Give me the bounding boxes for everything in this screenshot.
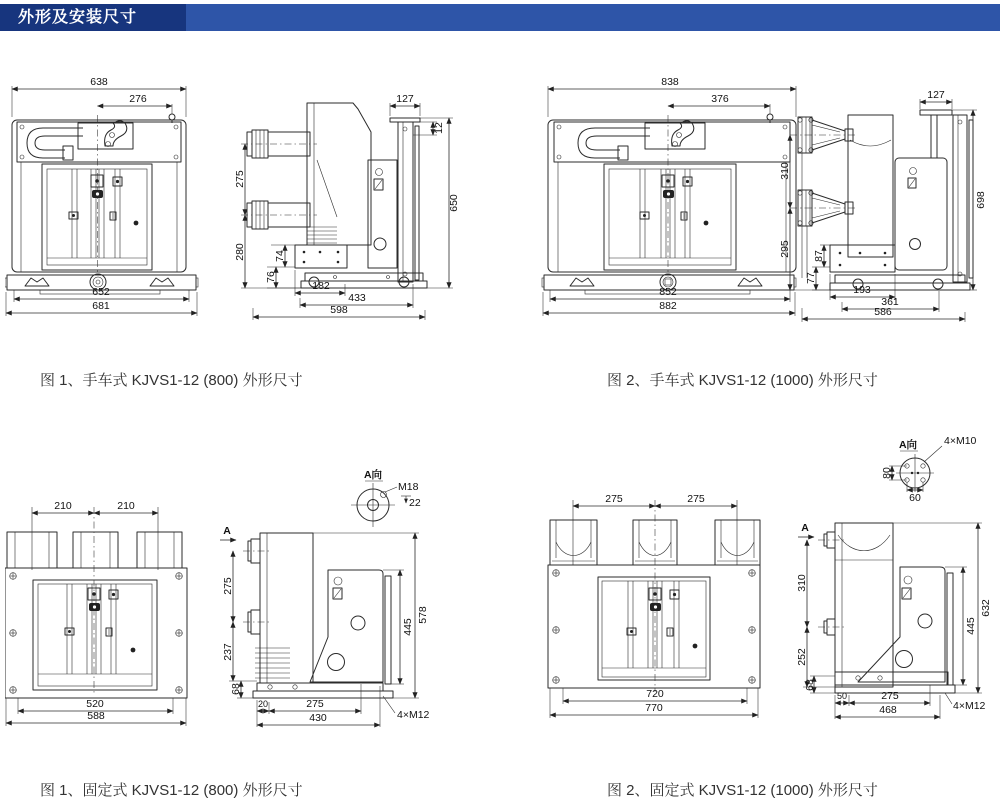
dim-12: 12 <box>433 122 445 134</box>
fig4-front-dims <box>550 688 758 718</box>
dim-310: 310 <box>796 574 808 592</box>
dim-237: 237 <box>222 643 234 661</box>
figure3-drawing <box>5 430 460 742</box>
dim-598: 598 <box>330 304 348 316</box>
view-a-label: A向 <box>898 439 918 451</box>
dim-578: 578 <box>417 606 429 624</box>
section-header-bar <box>0 4 1000 31</box>
fig1-side-view <box>241 103 427 288</box>
dim-852: 852 <box>659 286 677 298</box>
dim-68: 68 <box>230 683 242 695</box>
dim-430: 430 <box>309 712 327 724</box>
dim-210b: 210 <box>117 500 135 512</box>
figure1-drawing <box>5 62 465 362</box>
dim-275a: 275 <box>605 493 623 505</box>
dim-445: 445 <box>402 618 414 636</box>
section-title: 外形及安装尺寸 <box>0 4 186 31</box>
dim-681: 681 <box>92 300 110 312</box>
fig4-view-a-detail <box>881 435 977 504</box>
fig4-side-view <box>798 522 955 693</box>
fig3-view-a-detail <box>351 468 421 527</box>
figure4-caption: 图 2、固定式 KJVS1-12 (1000) 外形尺寸 <box>607 782 878 799</box>
figure2-caption: 图 2、手车式 KJVS1-12 (1000) 外形尺寸 <box>607 372 878 389</box>
dim-182: 182 <box>312 280 330 292</box>
dim-280: 280 <box>234 243 246 261</box>
dim-76: 76 <box>265 271 277 283</box>
dim-770: 770 <box>645 702 663 714</box>
dim-127: 127 <box>927 89 945 101</box>
dim-275b: 275 <box>306 698 324 710</box>
fig1-front-view <box>5 114 198 294</box>
dim-275b: 275 <box>687 493 705 505</box>
dim-50: 50 <box>836 691 848 701</box>
bolt-note: 4×M12 <box>397 709 430 721</box>
dim-127: 127 <box>396 93 414 105</box>
dim-60: 60 <box>909 492 921 504</box>
dim-638: 638 <box>90 76 108 88</box>
dim-650: 650 <box>448 194 460 212</box>
dim-275s: 275 <box>881 690 899 702</box>
dim-276: 276 <box>129 93 147 105</box>
dim-252: 252 <box>796 648 808 666</box>
section-arrow-label: A <box>223 525 231 537</box>
dim-275v: 275 <box>222 577 234 595</box>
dim-588: 588 <box>87 710 105 722</box>
dim-361: 361 <box>881 296 899 308</box>
fig3-front-dims <box>6 698 186 726</box>
figure3-caption: 图 1、固定式 KJVS1-12 (800) 外形尺寸 <box>40 782 303 799</box>
figure2-drawing <box>540 62 998 362</box>
view-a-label: A向 <box>363 469 383 481</box>
lifting-eye <box>169 114 175 120</box>
dim-882: 882 <box>659 300 677 312</box>
dim-652: 652 <box>92 286 110 298</box>
dim-698: 698 <box>975 191 987 209</box>
depth-callout: 22 <box>409 497 421 509</box>
figure4-drawing <box>540 430 998 742</box>
dim-586: 586 <box>874 306 892 318</box>
dim-632: 632 <box>980 599 992 617</box>
dim-68: 68 <box>804 679 816 691</box>
dim-295: 295 <box>779 240 791 258</box>
dim-433: 433 <box>348 292 366 304</box>
dim-77: 77 <box>805 272 817 284</box>
bolt-note-top: 4×M10 <box>944 435 977 447</box>
dim-80: 80 <box>881 467 893 479</box>
thread-callout: M18 <box>398 481 419 493</box>
dim-310: 310 <box>779 162 791 180</box>
dim-445: 445 <box>965 617 977 635</box>
bolt-note: 4×M12 <box>953 700 986 712</box>
dim-520: 520 <box>86 698 104 710</box>
dim-275: 275 <box>234 170 246 188</box>
dim-20: 20 <box>257 699 269 709</box>
dim-74: 74 <box>274 250 286 262</box>
lifting-eye <box>767 114 773 120</box>
dim-87: 87 <box>813 250 825 262</box>
dim-193: 193 <box>853 284 871 296</box>
section-arrow-label: A <box>801 522 809 534</box>
dim-210a: 210 <box>54 500 72 512</box>
fig2-side-view <box>790 110 973 290</box>
dim-376: 376 <box>711 93 729 105</box>
dim-838: 838 <box>661 76 679 88</box>
figure1-caption: 图 1、手车式 KJVS1-12 (800) 外形尺寸 <box>40 372 303 389</box>
dim-468: 468 <box>879 704 897 716</box>
fig2-front-view <box>542 114 796 294</box>
fig4-front-view <box>548 493 760 692</box>
fig3-side-view <box>220 525 393 698</box>
fig3-front-view <box>5 500 187 698</box>
dim-720: 720 <box>646 688 664 700</box>
